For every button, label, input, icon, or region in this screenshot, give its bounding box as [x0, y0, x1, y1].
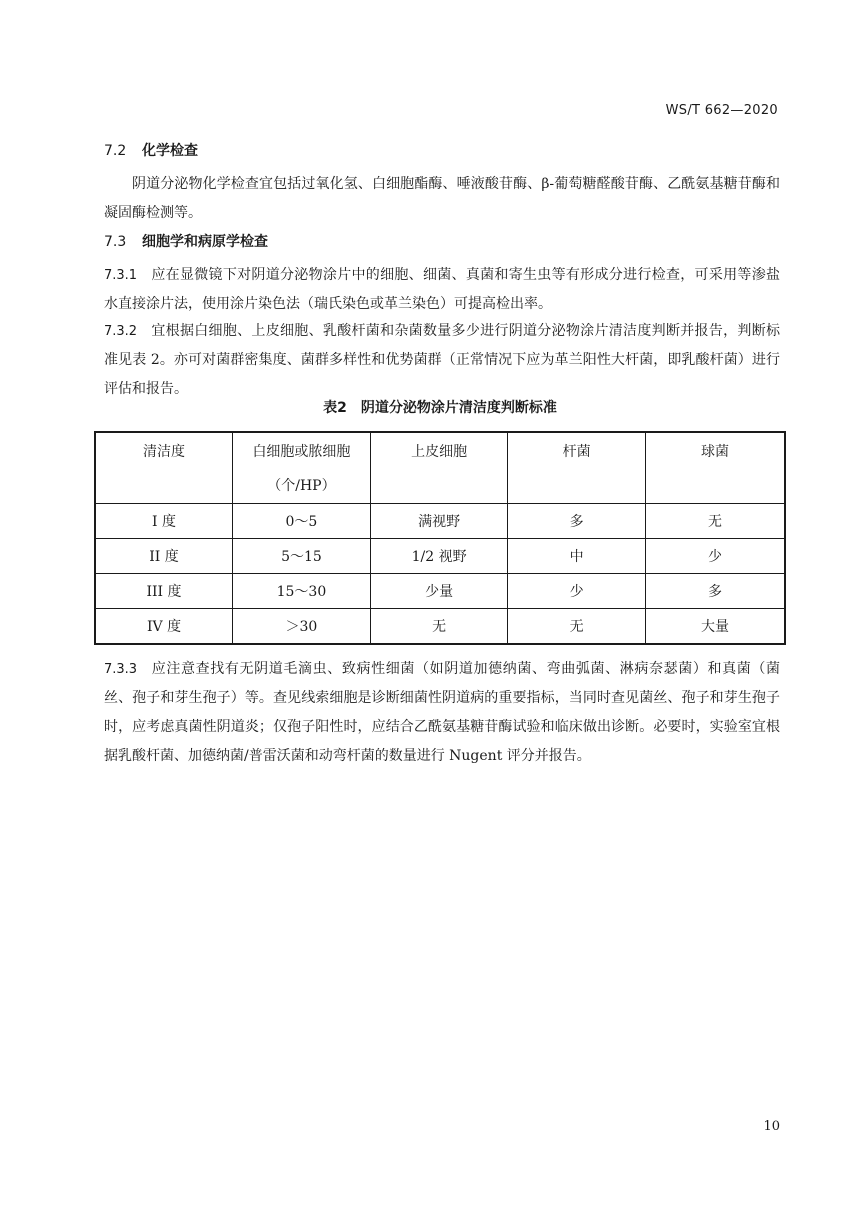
table-cell: 少 [645, 539, 785, 574]
section-number: 7.2 [104, 143, 127, 159]
table-cell: 少量 [370, 574, 508, 609]
header-cell: 杆菌 [508, 432, 646, 504]
section-number: 7.3 [104, 234, 127, 250]
table-header-row [95, 432, 785, 504]
clause-text: 宜根据白细胞、上皮细胞、乳酸杆菌和杂菌数量多少进行阴道分泌物涂片清洁度判断并报告，判断标准见表 2。亦可对菌群密集度、菌群多样性和优势菌群（正常情况下应为革兰阳性大杆菌，即乳酸杆菌）进行评估和报告。 [104, 323, 780, 397]
section-7-2-paragraph: 阴道分泌物化学检查宜包括过氧化氢、白细胞酯酶、唾液酸苷酶、β-葡萄糖醛酸苷酶、乙酰氨基糖苷酶和凝固酶检测等。 [104, 176, 780, 221]
page-number: 10 [763, 1119, 780, 1134]
clause-number: 7.3.1 [104, 268, 138, 283]
table-caption: 表2 阴道分泌物涂片清洁度判断标准 [323, 400, 557, 416]
clause-number: 7.3.2 [104, 324, 138, 339]
table-cell: 无 [508, 609, 646, 645]
table-cell: 无 [370, 609, 508, 645]
paragraph-7-3-3 [104, 655, 780, 771]
table-row [95, 574, 785, 609]
paragraph-7-3-1 [104, 261, 780, 319]
section-heading-7-3 [104, 231, 268, 251]
table-cell: II 度 [95, 539, 233, 574]
table-cell: 15～30 [233, 574, 371, 609]
table-cell: 5～15 [233, 539, 371, 574]
cleanliness-table [94, 431, 786, 645]
paragraph-7-3-2 [104, 317, 780, 404]
section-heading-7-2 [104, 140, 198, 160]
table-cell: ＞30 [233, 609, 371, 645]
header-cell: 球菌 [645, 432, 785, 504]
table-cell: 少 [508, 574, 646, 609]
header-cell-line: 白细胞或脓细胞 [252, 444, 351, 460]
clause-text: 应注意查找有无阴道毛滴虫、致病性细菌（如阴道加德纳菌、弯曲弧菌、淋病奈瑟菌）和真菌（菌丝、孢子和芽生孢子）等。查见线索细胞是诊断细菌性阴道病的重要指标，当同时查见菌丝、孢子和芽生孢子时，应考虑真菌性阴道炎；仅孢子阳性时，应结合乙酰氨基糖苷酶试验和临床做出诊断。必要时，实验室宜根据乳酸杆菌、加德纳菌/普雷沃菌和动弯杆菌的数量进行 Nugent 评分并报告。 [104, 661, 780, 764]
table-row [95, 609, 785, 645]
table-cell: IV 度 [95, 609, 233, 645]
table-cell: 中 [508, 539, 646, 574]
table-cell: 满视野 [370, 504, 508, 539]
table-cell: III 度 [95, 574, 233, 609]
header-cell [233, 432, 371, 504]
table-cell: 无 [645, 504, 785, 539]
table-cell: 大量 [645, 609, 785, 645]
section-title: 细胞学和病原学检查 [142, 234, 268, 250]
table-row [95, 504, 785, 539]
header-cell: 上皮细胞 [370, 432, 508, 504]
clause-text: 应在显微镜下对阴道分泌物涂片中的细胞、细菌、真菌和寄生虫等有形成分进行检查，可采用等渗盐水直接涂片法，使用涂片染色法（瑞氏染色或革兰染色）可提高检出率。 [104, 267, 780, 312]
section-title: 化学检查 [142, 143, 198, 159]
table-cell: I 度 [95, 504, 233, 539]
table-row [95, 539, 785, 574]
clause-number: 7.3.3 [104, 662, 138, 677]
header-cell-line: （个/HP） [267, 478, 336, 494]
table-cell: 多 [645, 574, 785, 609]
table-cell: 多 [508, 504, 646, 539]
header-cell: 清洁度 [95, 432, 233, 504]
document-code: WS/T 662—2020 [665, 103, 778, 118]
table-cell: 1/2 视野 [370, 539, 508, 574]
table-cell: 0～5 [233, 504, 371, 539]
